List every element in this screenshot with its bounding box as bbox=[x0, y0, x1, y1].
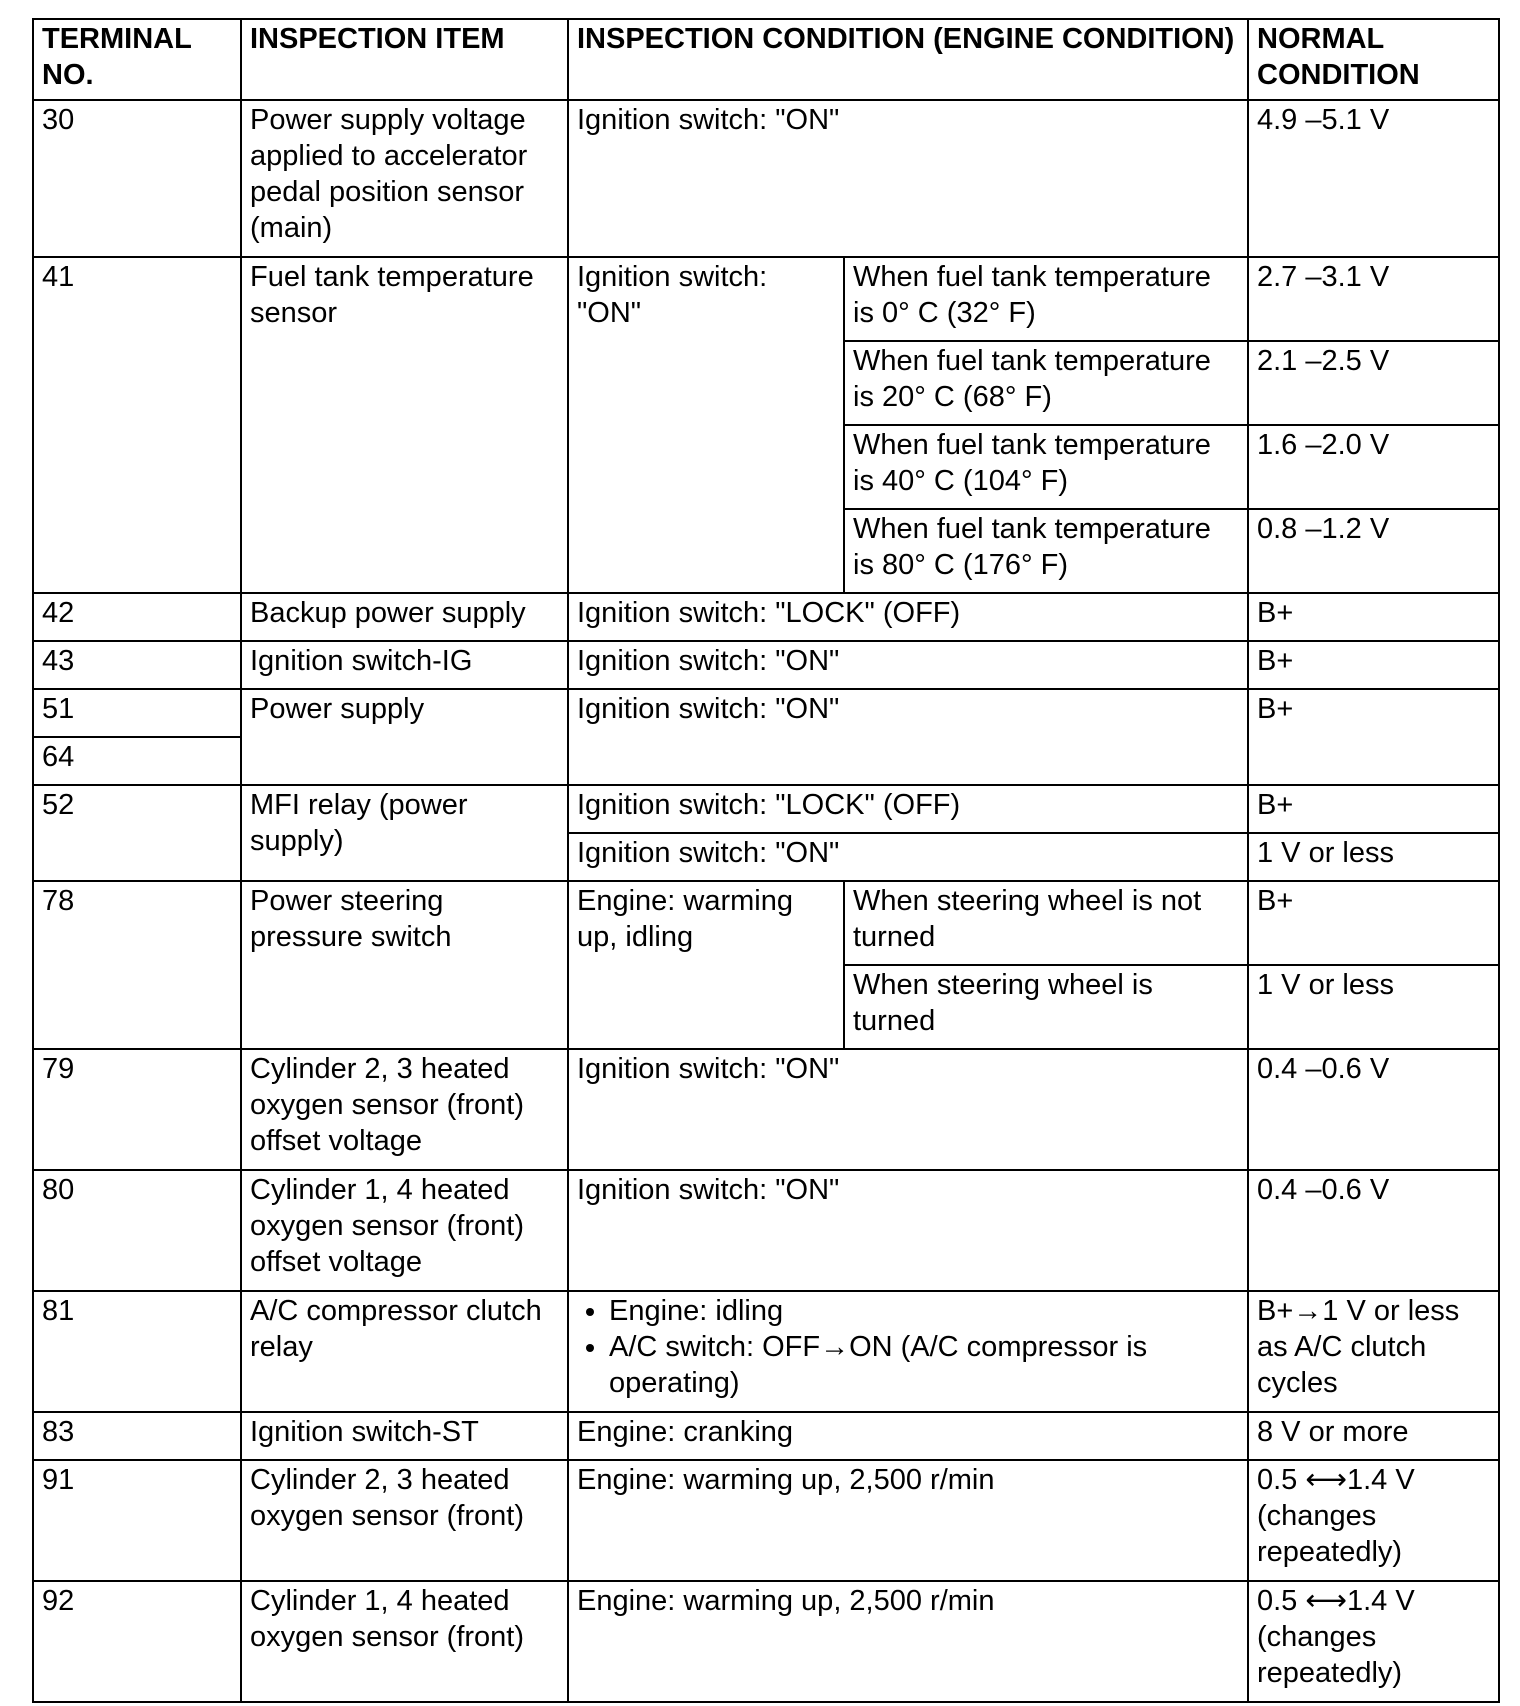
list-item: • Engine: idling bbox=[609, 1293, 1239, 1329]
table-row bbox=[33, 881, 1499, 965]
item-cell: Ignition switch-ST bbox=[241, 1412, 568, 1460]
header-normal-condition: NORMAL CONDITION bbox=[1248, 19, 1499, 100]
terminal-cell: 79 bbox=[33, 1049, 241, 1170]
condition-bullet-list bbox=[577, 1293, 1239, 1401]
item-cell: Power steering pressure switch bbox=[241, 881, 568, 1049]
item-cell: Backup power supply bbox=[241, 593, 568, 641]
detail-cell: When steering wheel is turned bbox=[844, 965, 1248, 1049]
detail-cell: When fuel tank temperature is 80° C (176° F) bbox=[844, 509, 1248, 593]
condition-cell: Engine: warming up, idling bbox=[568, 881, 844, 1049]
detail-cell: When fuel tank temperature is 20° C (68° F) bbox=[844, 341, 1248, 425]
terminal-cell: 92 bbox=[33, 1581, 241, 1702]
table-row bbox=[33, 100, 1499, 257]
terminal-cell: 30 bbox=[33, 100, 241, 257]
table-row bbox=[33, 641, 1499, 689]
normal-cell: 1.6 –2.0 V bbox=[1248, 425, 1499, 509]
table-row bbox=[33, 1581, 1499, 1702]
table-row bbox=[33, 1460, 1499, 1581]
detail-cell: When fuel tank temperature is 0° C (32° F) bbox=[844, 257, 1248, 341]
condition-cell: Ignition switch: "ON" bbox=[568, 641, 1248, 689]
table-row bbox=[33, 1170, 1499, 1291]
normal-cell: 0.4 –0.6 V bbox=[1248, 1170, 1499, 1291]
table-row bbox=[33, 1412, 1499, 1460]
terminal-cell: 43 bbox=[33, 641, 241, 689]
condition-cell: Engine: cranking bbox=[568, 1412, 1248, 1460]
item-cell: MFI relay (power supply) bbox=[241, 785, 568, 881]
item-cell: Cylinder 2, 3 heated oxygen sensor (front) offset voltage bbox=[241, 1049, 568, 1170]
normal-cell: 2.7 –3.1 V bbox=[1248, 257, 1499, 341]
condition-cell: Ignition switch: "ON" bbox=[568, 833, 1248, 881]
header-row bbox=[33, 19, 1499, 100]
item-cell: Power supply bbox=[241, 689, 568, 785]
condition-cell: Ignition switch: "ON" bbox=[568, 689, 1248, 785]
condition-cell: Ignition switch: "LOCK" (OFF) bbox=[568, 593, 1248, 641]
terminal-cell: 78 bbox=[33, 881, 241, 1049]
table-row bbox=[33, 689, 1499, 737]
item-cell: Fuel tank temperature sensor bbox=[241, 257, 568, 593]
condition-cell: Ignition switch: "ON" bbox=[568, 1049, 1248, 1170]
item-cell: Power supply voltage applied to accelerator pedal position sensor (main) bbox=[241, 100, 568, 257]
detail-cell: When fuel tank temperature is 40° C (104° F) bbox=[844, 425, 1248, 509]
table-row bbox=[33, 257, 1499, 341]
terminal-cell: 64 bbox=[33, 737, 241, 785]
normal-cell: 8 V or more bbox=[1248, 1412, 1499, 1460]
condition-cell: Engine: warming up, 2,500 r/min bbox=[568, 1581, 1248, 1702]
item-cell: A/C compressor clutch relay bbox=[241, 1291, 568, 1412]
terminal-cell: 83 bbox=[33, 1412, 241, 1460]
condition-cell: Engine: warming up, 2,500 r/min bbox=[568, 1460, 1248, 1581]
item-cell: Cylinder 2, 3 heated oxygen sensor (front) bbox=[241, 1460, 568, 1581]
table-row bbox=[33, 593, 1499, 641]
condition-cell bbox=[568, 1291, 1248, 1412]
item-cell: Ignition switch-IG bbox=[241, 641, 568, 689]
normal-cell: 4.9 –5.1 V bbox=[1248, 100, 1499, 257]
condition-cell: Ignition switch: "ON" bbox=[568, 1170, 1248, 1291]
table-row bbox=[33, 1049, 1499, 1170]
header-inspection-item: INSPECTION ITEM bbox=[241, 19, 568, 100]
normal-cell: 0.4 –0.6 V bbox=[1248, 1049, 1499, 1170]
table-row bbox=[33, 785, 1499, 833]
header-terminal: TERMINAL NO. bbox=[33, 19, 241, 100]
normal-cell: B+ bbox=[1248, 785, 1499, 833]
normal-cell: 1 V or less bbox=[1248, 833, 1499, 881]
normal-cell: B+ bbox=[1248, 641, 1499, 689]
normal-cell: B+ bbox=[1248, 689, 1499, 785]
condition-cell: Ignition switch: "LOCK" (OFF) bbox=[568, 785, 1248, 833]
terminal-cell: 52 bbox=[33, 785, 241, 881]
terminal-cell: 51 bbox=[33, 689, 241, 737]
detail-cell: When steering wheel is not turned bbox=[844, 881, 1248, 965]
terminal-cell: 80 bbox=[33, 1170, 241, 1291]
normal-cell: 0.5 ⟷1.4 V (changes repeatedly) bbox=[1248, 1460, 1499, 1581]
table-row bbox=[33, 1291, 1499, 1412]
terminal-cell: 91 bbox=[33, 1460, 241, 1581]
item-cell: Cylinder 1, 4 heated oxygen sensor (front) offset voltage bbox=[241, 1170, 568, 1291]
normal-cell: B+ bbox=[1248, 593, 1499, 641]
normal-cell: B+ bbox=[1248, 881, 1499, 965]
normal-cell: 2.1 –2.5 V bbox=[1248, 341, 1499, 425]
page bbox=[32, 18, 1500, 1703]
normal-cell: 0.5 ⟷1.4 V (changes repeatedly) bbox=[1248, 1581, 1499, 1702]
terminal-cell: 81 bbox=[33, 1291, 241, 1412]
list-item: • A/C switch: OFF→ON (A/C compressor is operating) bbox=[609, 1329, 1239, 1401]
header-inspection-condition: INSPECTION CONDITION (ENGINE CONDITION) bbox=[568, 19, 1248, 100]
condition-cell: Ignition switch: "ON" bbox=[568, 257, 844, 593]
normal-cell: B+→1 V or less as A/C clutch cycles bbox=[1248, 1291, 1499, 1412]
condition-cell: Ignition switch: "ON" bbox=[568, 100, 1248, 257]
terminal-cell: 41 bbox=[33, 257, 241, 593]
terminal-cell: 42 bbox=[33, 593, 241, 641]
inspection-table bbox=[32, 18, 1500, 1703]
normal-cell: 1 V or less bbox=[1248, 965, 1499, 1049]
normal-cell: 0.8 –1.2 V bbox=[1248, 509, 1499, 593]
item-cell: Cylinder 1, 4 heated oxygen sensor (front) bbox=[241, 1581, 568, 1702]
